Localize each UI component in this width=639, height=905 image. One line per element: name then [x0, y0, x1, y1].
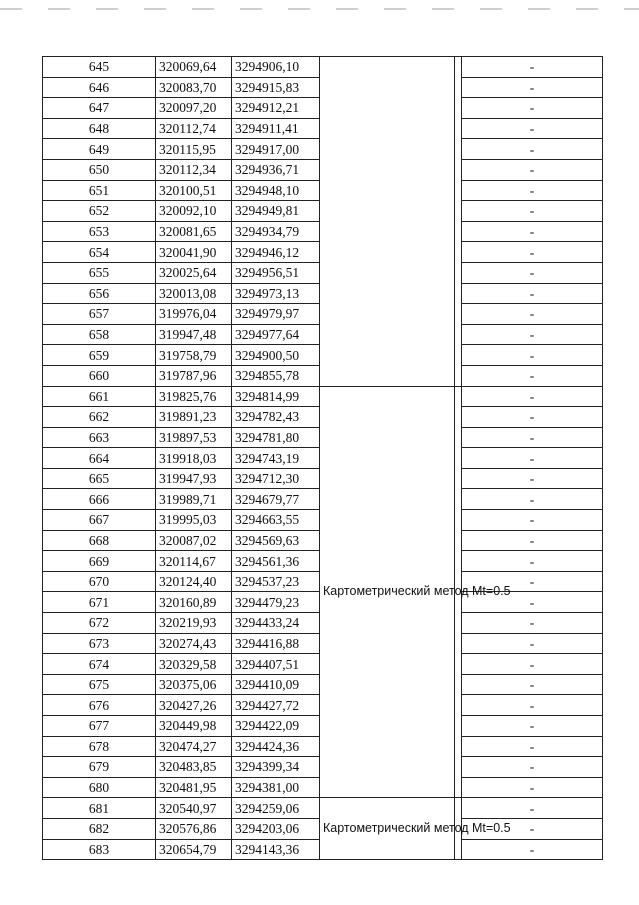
dash-cell: - — [462, 139, 603, 160]
dash-cell: - — [462, 77, 603, 98]
dash-cell: - — [462, 365, 603, 386]
coordinate-y-cell: 3294946,12 — [232, 242, 320, 263]
coordinate-x-cell: 320115,95 — [156, 139, 232, 160]
coordinate-x-cell: 319989,71 — [156, 489, 232, 510]
coordinate-x-cell: 320329,58 — [156, 654, 232, 675]
coordinate-y-cell: 3294814,99 — [232, 386, 320, 407]
coordinate-y-cell: 3294712,30 — [232, 468, 320, 489]
coordinate-x-cell: 320069,64 — [156, 57, 232, 78]
dash-cell: - — [462, 674, 603, 695]
dash-cell: - — [462, 592, 603, 613]
coordinate-x-cell: 319947,93 — [156, 468, 232, 489]
dash-cell: - — [462, 118, 603, 139]
point-number-cell: 650 — [43, 159, 156, 180]
dash-cell: - — [462, 736, 603, 757]
coordinate-y-cell: 3294203,06 — [232, 818, 320, 839]
dash-cell: - — [462, 427, 603, 448]
point-number-cell: 665 — [43, 468, 156, 489]
coordinate-x-cell: 320097,20 — [156, 98, 232, 119]
point-number-cell: 654 — [43, 242, 156, 263]
coordinate-x-cell: 320449,98 — [156, 716, 232, 737]
point-number-cell: 668 — [43, 530, 156, 551]
coordinate-y-cell: 3294679,77 — [232, 489, 320, 510]
coordinate-x-cell: 320474,27 — [156, 736, 232, 757]
dash-cell: - — [462, 201, 603, 222]
point-number-cell: 672 — [43, 613, 156, 634]
coordinate-x-cell: 320114,67 — [156, 551, 232, 572]
coordinate-y-cell: 3294399,34 — [232, 757, 320, 778]
coordinate-x-cell: 320112,34 — [156, 159, 232, 180]
point-number-cell: 655 — [43, 262, 156, 283]
coordinate-y-cell: 3294917,00 — [232, 139, 320, 160]
point-number-cell: 649 — [43, 139, 156, 160]
coordinate-y-cell: 3294855,78 — [232, 365, 320, 386]
dash-cell: - — [462, 695, 603, 716]
dash-cell: - — [462, 757, 603, 778]
dash-cell: - — [462, 221, 603, 242]
dash-cell: - — [462, 839, 603, 860]
point-number-cell: 653 — [43, 221, 156, 242]
dash-cell: - — [462, 510, 603, 531]
coordinate-x-cell: 320083,70 — [156, 77, 232, 98]
coordinate-y-cell: 3294743,19 — [232, 448, 320, 469]
dash-cell: - — [462, 304, 603, 325]
dash-cell: - — [462, 448, 603, 469]
coordinate-y-cell: 3294422,09 — [232, 716, 320, 737]
dash-cell: - — [462, 57, 603, 78]
coordinate-x-cell: 320375,06 — [156, 674, 232, 695]
coordinate-x-cell: 319897,53 — [156, 427, 232, 448]
dash-cell: - — [462, 283, 603, 304]
coordinate-y-cell: 3294912,21 — [232, 98, 320, 119]
point-number-cell: 645 — [43, 57, 156, 78]
coordinate-y-cell: 3294433,24 — [232, 613, 320, 634]
point-number-cell: 651 — [43, 180, 156, 201]
dash-cell: - — [462, 613, 603, 634]
dash-cell: - — [462, 716, 603, 737]
point-number-cell: 683 — [43, 839, 156, 860]
coordinate-y-cell: 3294569,63 — [232, 530, 320, 551]
coordinate-x-cell: 320124,40 — [156, 571, 232, 592]
dash-cell: - — [462, 571, 603, 592]
dash-cell: - — [462, 530, 603, 551]
coordinate-x-cell: 320483,85 — [156, 757, 232, 778]
point-number-cell: 671 — [43, 592, 156, 613]
point-number-cell: 682 — [43, 818, 156, 839]
coordinate-x-cell: 319758,79 — [156, 345, 232, 366]
dash-cell: - — [462, 262, 603, 283]
point-number-cell: 662 — [43, 407, 156, 428]
coordinate-x-cell: 320481,95 — [156, 777, 232, 798]
coordinate-x-cell: 320112,74 — [156, 118, 232, 139]
coordinate-y-cell: 3294979,97 — [232, 304, 320, 325]
table-body — [43, 57, 603, 860]
point-number-cell: 660 — [43, 365, 156, 386]
coordinate-y-cell: 3294977,64 — [232, 324, 320, 345]
coordinate-y-cell: 3294143,36 — [232, 839, 320, 860]
dash-cell: - — [462, 242, 603, 263]
dash-cell: - — [462, 798, 603, 819]
point-number-cell: 659 — [43, 345, 156, 366]
coordinate-x-cell: 319947,48 — [156, 324, 232, 345]
coordinate-y-cell: 3294537,23 — [232, 571, 320, 592]
point-number-cell: 679 — [43, 757, 156, 778]
method-cell: Картометрический метод Mt=0.5 — [320, 798, 455, 860]
dash-cell: - — [462, 654, 603, 675]
coordinate-y-cell: 3294259,06 — [232, 798, 320, 819]
coordinate-x-cell: 320540,97 — [156, 798, 232, 819]
coordinate-y-cell: 3294948,10 — [232, 180, 320, 201]
coordinate-x-cell: 320427,26 — [156, 695, 232, 716]
empty-cell — [455, 57, 462, 387]
coordinate-x-cell: 319995,03 — [156, 510, 232, 531]
point-number-cell: 647 — [43, 98, 156, 119]
coordinate-x-cell: 320092,10 — [156, 201, 232, 222]
point-number-cell: 680 — [43, 777, 156, 798]
point-number-cell: 666 — [43, 489, 156, 510]
coordinate-x-cell: 320274,43 — [156, 633, 232, 654]
dash-cell: - — [462, 818, 603, 839]
method-cell — [320, 57, 455, 387]
coordinate-x-cell: 320041,90 — [156, 242, 232, 263]
coordinate-y-cell: 3294427,72 — [232, 695, 320, 716]
dash-cell: - — [462, 551, 603, 572]
coordinate-x-cell: 320025,64 — [156, 262, 232, 283]
coordinate-x-cell: 320013,08 — [156, 283, 232, 304]
table-row — [43, 386, 603, 407]
dash-cell: - — [462, 345, 603, 366]
coordinate-y-cell: 3294407,51 — [232, 654, 320, 675]
dash-cell: - — [462, 324, 603, 345]
point-number-cell: 656 — [43, 283, 156, 304]
coordinate-y-cell: 3294479,23 — [232, 592, 320, 613]
coordinate-y-cell: 3294561,36 — [232, 551, 320, 572]
coordinate-y-cell: 3294949,81 — [232, 201, 320, 222]
table-row — [43, 57, 603, 78]
method-cell: Картометрический метод Mt=0.5 — [320, 386, 455, 798]
point-number-cell: 678 — [43, 736, 156, 757]
point-number-cell: 669 — [43, 551, 156, 572]
coordinate-x-cell: 320081,65 — [156, 221, 232, 242]
coordinate-y-cell: 3294781,80 — [232, 427, 320, 448]
coordinate-y-cell: 3294936,71 — [232, 159, 320, 180]
dash-cell: - — [462, 633, 603, 654]
dash-cell: - — [462, 489, 603, 510]
point-number-cell: 648 — [43, 118, 156, 139]
point-number-cell: 658 — [43, 324, 156, 345]
coordinate-y-cell: 3294956,51 — [232, 262, 320, 283]
point-number-cell: 663 — [43, 427, 156, 448]
coordinate-y-cell: 3294911,41 — [232, 118, 320, 139]
dash-cell: - — [462, 777, 603, 798]
coordinate-x-cell: 320100,51 — [156, 180, 232, 201]
point-number-cell: 657 — [43, 304, 156, 325]
dash-cell: - — [462, 468, 603, 489]
coordinate-y-cell: 3294973,13 — [232, 283, 320, 304]
table-row — [43, 798, 603, 819]
coordinate-x-cell: 320654,79 — [156, 839, 232, 860]
scan-edge-line — [0, 8, 639, 10]
coordinate-y-cell: 3294915,83 — [232, 77, 320, 98]
dash-cell: - — [462, 407, 603, 428]
dash-cell: - — [462, 386, 603, 407]
coordinate-y-cell: 3294900,50 — [232, 345, 320, 366]
coordinate-y-cell: 3294416,88 — [232, 633, 320, 654]
point-number-cell: 664 — [43, 448, 156, 469]
point-number-cell: 677 — [43, 716, 156, 737]
point-number-cell: 673 — [43, 633, 156, 654]
coordinate-y-cell: 3294906,10 — [232, 57, 320, 78]
dash-cell: - — [462, 180, 603, 201]
point-number-cell: 661 — [43, 386, 156, 407]
coordinate-x-cell: 320219,93 — [156, 613, 232, 634]
point-number-cell: 681 — [43, 798, 156, 819]
coordinate-x-cell: 320087,02 — [156, 530, 232, 551]
point-number-cell: 667 — [43, 510, 156, 531]
point-number-cell: 652 — [43, 201, 156, 222]
coordinate-x-cell: 319825,76 — [156, 386, 232, 407]
coordinate-y-cell: 3294381,00 — [232, 777, 320, 798]
coordinate-y-cell: 3294424,36 — [232, 736, 320, 757]
coordinate-x-cell: 319918,03 — [156, 448, 232, 469]
point-number-cell: 670 — [43, 571, 156, 592]
dash-cell: - — [462, 98, 603, 119]
coordinate-y-cell: 3294934,79 — [232, 221, 320, 242]
coordinate-x-cell: 319976,04 — [156, 304, 232, 325]
dash-cell: - — [462, 159, 603, 180]
coordinate-y-cell: 3294782,43 — [232, 407, 320, 428]
coordinates-table — [42, 56, 603, 860]
point-number-cell: 674 — [43, 654, 156, 675]
coordinate-x-cell: 320576,86 — [156, 818, 232, 839]
coordinate-x-cell: 319787,96 — [156, 365, 232, 386]
point-number-cell: 675 — [43, 674, 156, 695]
coordinate-y-cell: 3294410,09 — [232, 674, 320, 695]
coordinate-x-cell: 320160,89 — [156, 592, 232, 613]
point-number-cell: 676 — [43, 695, 156, 716]
coordinate-x-cell: 319891,23 — [156, 407, 232, 428]
point-number-cell: 646 — [43, 77, 156, 98]
coordinate-y-cell: 3294663,55 — [232, 510, 320, 531]
